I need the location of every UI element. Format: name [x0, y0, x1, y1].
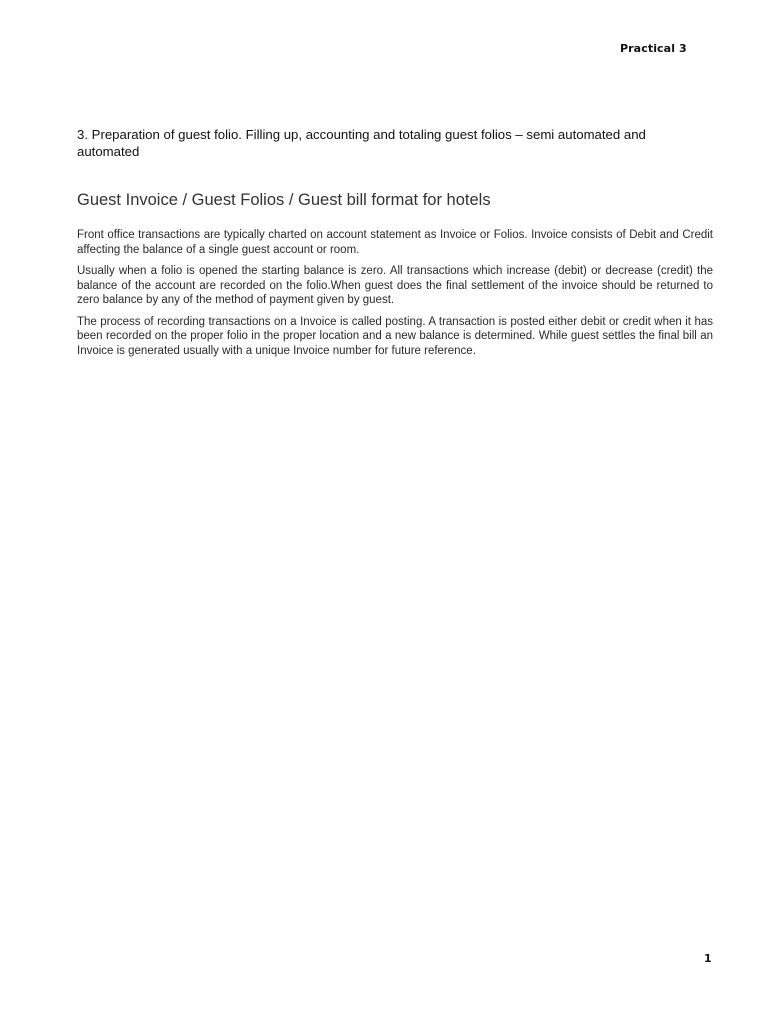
page-number: 1: [704, 952, 712, 965]
section-heading: 3. Preparation of guest folio. Filling up, accounting and totaling guest folios – semi automated and automated: [77, 127, 646, 159]
paragraph-posting: The process of recording transactions on a Invoice is called posting. A transaction is posted either debit or credit when it has been recorded on the proper folio in the proper location and a new balance is determined. While guest settles the final bill an Invoice is generated usually with a unique Invoice number for future reference.: [77, 315, 713, 357]
paragraph-front-office: Front office transactions are typically charted on account statement as Invoice or Folios. Invoice consists of Debit and Credit affecting the balance of a single guest account or room.: [77, 229, 713, 256]
page-header-label: Practical 3: [620, 42, 687, 55]
body-text: [77, 228, 713, 365]
document-title: Guest Invoice / Guest Folios / Guest bill format for hotels: [77, 191, 491, 209]
paragraph-folio-balance: Usually when a folio is opened the starting balance is zero. All transactions which increase (debit) or decrease (credit) the balance of the account are recorded on the folio.When guest does the final settlement of the invoice should be returned to zero balance by any of the method of payment given by guest.: [77, 265, 713, 306]
